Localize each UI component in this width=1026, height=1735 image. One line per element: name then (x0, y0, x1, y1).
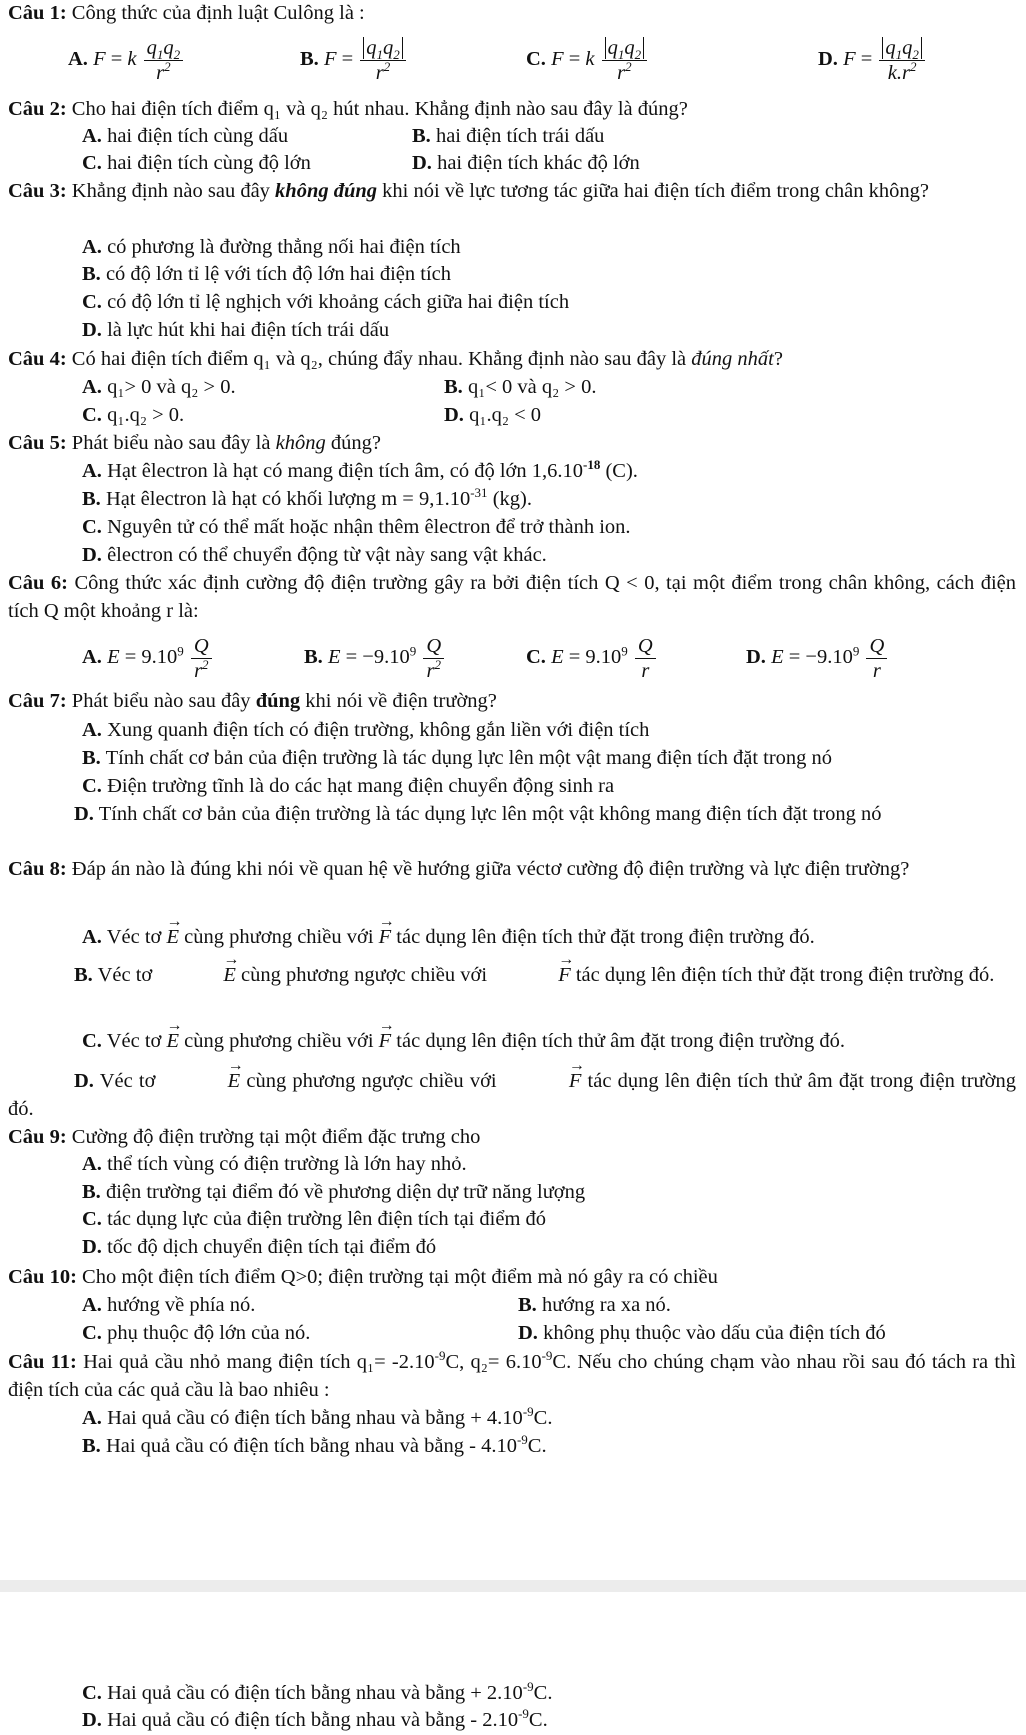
option-c: C. phụ thuộc độ lớn của nó. (82, 1322, 311, 1344)
fraction: $\frac{q_1q_2}{r^2}$ (144, 36, 184, 85)
page-break-divider (0, 1580, 1026, 1592)
option-d: D. không phụ thuộc vào dấu của điện tích đó (518, 1322, 886, 1344)
option-c: C. Véc tơ → E cùng phương chiều với → F tác dụng lên điện tích thử âm đặt trong điện trường đó. (82, 1028, 845, 1056)
option-b: B. F = $\frac{q_1q_2}{r^2}$ (300, 36, 408, 85)
option-d: D. Hai quả cầu có điện tích bằng nhau và bằng - $2.10^{-9}C$. (82, 1706, 548, 1731)
option-d: D. hai điện tích khác độ lớn (412, 152, 640, 174)
option-d: D. Tính chất cơ bản của điện trường là tác dụng lực lên một vật không mang điện tích đặt trong nó (74, 803, 882, 825)
option-d: D. là lực hút khi hai điện tích trái dấu (82, 319, 390, 341)
fraction: $\frac{q_1q_2}{r^2}$ (602, 36, 648, 85)
question-1-stem (8, 0, 1016, 28)
option-c: C. $E = 9.10^9$ $\frac{Q}{r}$ (526, 634, 658, 683)
option-b: B. hai điện tích trái dấu (412, 125, 605, 147)
question-8: Câu 8: Đáp án nào là đúng khi nói về quan hệ về hướng giữa véctơ cường độ điện trường và lực điện trường? A. Véc tơ → E cùng phương chiều với → F tác dụng lên điện tích thử đặt trong điện trường đó. B. Véc tơ → E cùng phương ngược chiều với → F tác dụng lên điện tích thử đặt trong điện trường đó. C. Véc tơ → E cùng phương chiều với → F tác dụng lên điện tích thử âm đặt trong điện trường đó. D. Véc tơ → E cùng phương ngược chiều với → F tác dụng lên điện tích thử âm đặt trong điện trường đó. (8, 856, 1016, 884)
question-4: Câu 4: Có hai điện tích điểm q₁ và q₂, chúng đẩy nhau. Khẳng định nào sau đây là đúng nhất? A. q₁> 0 và q₂ > 0. B. q₁< 0 và q₂ > 0. C. q₁.q₂ > 0. D. q₁.q₂ < 0 (8, 346, 1016, 374)
question-10: Câu 10: Cho một điện tích điểm Q>0; điện trường tại một điểm mà nó gây ra có chiều A. hướng về phía nó. B. hướng ra xa nó. C. phụ thuộc độ lớn của nó. D. không phụ thuộc vào dấu của điện tích đó (8, 1264, 1016, 1292)
option-a: A. hai điện tích cùng dấu (82, 125, 289, 147)
option-b: B. hướng ra xa nó. (518, 1294, 671, 1316)
option-c: C. Điện trường tĩnh là do các hạt mang điện chuyển động sinh ra (82, 775, 615, 797)
option-d: D. F = $\frac{q_1q_2}{k.r^2}$ (818, 36, 927, 85)
question-2 (8, 96, 1016, 174)
option-a: A. thể tích vùng có điện trường là lớn hay nhỏ. (82, 1153, 467, 1175)
question-1 (8, 0, 1016, 84)
option-a: A. Hai quả cầu có điện tích bằng nhau và bằng + $4.10^{-9}C$. (82, 1404, 553, 1429)
question-7: Câu 7: Phát biểu nào sau đây đúng khi nói về điện trường? A. Xung quanh điện tích có điện trường, không gắn liền với điện tích B. Tính chất cơ bản của điện trường là tác dụng lực lên một vật mang điện tích đặt trong nó C. Điện trường tĩnh là do các hạt mang điện chuyển động sinh ra D. Tính chất cơ bản của điện trường là tác dụng lực lên một vật không mang điện tích đặt trong nó (8, 688, 1016, 716)
vector-f: → F (492, 962, 571, 990)
question-2-stem: Câu 2: Cho hai điện tích điểm q₁ và q₂ hút nhau. Khẳng định nào sau đây là đúng? (8, 98, 688, 120)
option-c: C. Nguyên tử có thể mất hoặc nhận thêm êlectron để trở thành ion. (82, 516, 631, 538)
option-a: A. $E = 9.10^9$ $\frac{Q}{r^2}$ (82, 634, 214, 683)
option-a: A. q₁> 0 và q₂ > 0. (82, 376, 236, 398)
vector-e: → E (167, 924, 180, 952)
vector-e: → E (167, 1028, 180, 1056)
vector-f: → F (379, 1028, 392, 1056)
vector-f: → F (379, 924, 392, 952)
option-b: B. điện trường tại điểm đó về phương diện dự trữ năng lượng (82, 1181, 586, 1203)
option-d: D. êlectron có thể chuyển động từ vật này sang vật khác. (82, 544, 547, 566)
question-11: Câu 11: Hai quả cầu nhỏ mang điện tích $q_1= -2.10^{-9}C$, $q_2= 6.10^{-9}C$. Nếu cho chúng chạm vào nhau rồi sau đó tách ra thì điện tích của các quả cầu là bao nhiêu : A. Hai quả cầu có điện tích bằng nhau và bằng + $4.10^{-9}C$. B. Hai quả cầu có điện tích bằng nhau và bằng - $4.10^{-9}C$. C. Hai quả cầu có điện tích bằng nhau và bằng + $2.10^{-9}C$. D. Hai quả cầu có điện tích bằng nhau và bằng - $2.10^{-9}C$. (8, 1349, 1016, 1404)
option-c: C. hai điện tích cùng độ lớn (82, 152, 311, 174)
question-6: Câu 6: Công thức xác định cường độ điện trường gây ra bởi điện tích Q < 0, tại một điểm trong chân không, cách điện tích Q một khoảng r là: A. $E = 9.10^9$ $\frac{Q}{r^2}$ B. $E = -9.10^9$ $\frac{Q}{r^2}$ C. $E = 9.10^9$ $\frac{Q}{r}$ D. $E = -9.10^9$ $\frac{Q}{r}$ (8, 572, 1016, 682)
option-c: C. tác dụng lực của điện trường lên điện tích tại điểm đó (82, 1208, 547, 1230)
option-c: C. có độ lớn tỉ lệ nghịch với khoảng cách giữa hai điện tích (82, 291, 570, 313)
option-b: B. Véc tơ → E cùng phương ngược chiều với → F tác dụng lên điện tích thử đặt trong điện trường đó. (8, 962, 1016, 990)
option-a: A. Véc tơ → E cùng phương chiều với → F tác dụng lên điện tích thử đặt trong điện trường đó. (82, 924, 815, 952)
option-a: A. Hạt êlectron là hạt có mang điện tích âm, có độ lớn $1,6.10^{-18}$ (C). (82, 457, 638, 482)
option-a: A. có phương là đường thẳng nối hai điện tích (82, 236, 461, 258)
vector-f: → F (503, 1068, 582, 1096)
question-5: Câu 5: Phát biểu nào sau đây là không đúng? A. Hạt êlectron là hạt có mang điện tích âm, có độ lớn $1,6.10^{-18}$ (C). B. Hạt êlectron là hạt có khối lượng $m = 9,1.10^{-31}$ (kg). C. Nguyên tử có thể mất hoặc nhận thêm êlectron để trở thành ion. D. êlectron có thể chuyển động từ vật này sang vật khác. (8, 430, 1016, 458)
option-b: B. Hai quả cầu có điện tích bằng nhau và bằng - $4.10^{-9}C$. (82, 1432, 547, 1457)
option-c: C. F = k $\frac{q_1q_2}{r^2}$ (526, 36, 649, 85)
question-9: Câu 9: Cường độ điện trường tại một điểm đặc trưng cho A. thể tích vùng có điện trường là lớn hay nhỏ. B. điện trường tại điểm đó về phương diện dự trữ năng lượng C. tác dụng lực của điện trường lên điện tích tại điểm đó D. tốc độ dịch chuyển điện tích tại điểm đó (8, 1124, 1016, 1152)
option-b: B. $E = -9.10^9$ $\frac{Q}{r^2}$ (304, 634, 446, 683)
formula-options-row (8, 28, 1016, 88)
option-b: B. Tính chất cơ bản của điện trường là tác dụng lực lên một vật mang điện tích đặt trong nó (82, 747, 833, 769)
option-d: D. tốc độ dịch chuyển điện tích tại điểm đó (82, 1236, 437, 1258)
option-d: D. q₁.q₂ < 0 (444, 404, 542, 426)
fraction: $\frac{q_1q_2}{r^2}$ (360, 36, 406, 85)
option-d: D. Véc tơ → E cùng phương ngược chiều với → F tác dụng lên điện tích thử âm đặt trong điện trường đó. (8, 1068, 1016, 1123)
question-text: Công thức của định luật Culông là : (66, 2, 365, 24)
option-b: B. q₁< 0 và q₂ > 0. (444, 376, 597, 398)
question-3: Câu 3: Khẳng định nào sau đây không đúng khi nói về lực tương tác giữa hai điện tích điểm trong chân không? A. có phương là đường thẳng nối hai điện tích B. có độ lớn tỉ lệ với tích độ lớn hai điện tích C. có độ lớn tỉ lệ nghịch với khoảng cách giữa hai điện tích D. là lực hút khi hai điện tích trái dấu (8, 178, 1016, 206)
fraction: $\frac{q_1q_2}{k.r^2}$ (879, 36, 925, 85)
option-a: A. hướng về phía nó. (82, 1294, 256, 1316)
option-d: D. $E = -9.10^9$ $\frac{Q}{r}$ (746, 634, 889, 683)
option-c: C. Hai quả cầu có điện tích bằng nhau và bằng + $2.10^{-9}C$. (82, 1679, 553, 1704)
option-a: A. Xung quanh điện tích có điện trường, không gắn liền với điện tích (82, 719, 650, 741)
option-b: B. có độ lớn tỉ lệ với tích độ lớn hai điện tích (82, 263, 452, 285)
option-a: A. F = k $\frac{q_1q_2}{r^2}$ (68, 36, 185, 85)
vector-e: → E (157, 962, 236, 990)
option-c: C. q₁.q₂ > 0. (82, 404, 185, 426)
option-b: B. Hạt êlectron là hạt có khối lượng $m = 9,1.10^{-31}$ (kg). (82, 485, 532, 510)
vector-e: → E (162, 1068, 241, 1096)
question-number: Câu 1: (8, 2, 67, 24)
